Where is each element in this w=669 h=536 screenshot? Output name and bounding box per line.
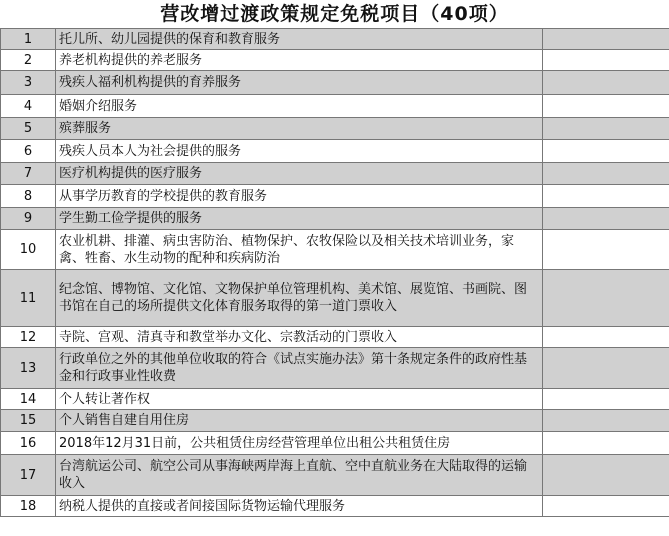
row-number[interactable]: 9 (1, 208, 56, 230)
exemption-item[interactable]: 养老机构提供的养老服务 (56, 50, 543, 71)
row-number[interactable]: 8 (1, 185, 56, 208)
empty-cell[interactable] (543, 410, 669, 432)
exemption-item[interactable]: 从事学历教育的学校提供的教育服务 (56, 185, 543, 208)
table-row (1, 389, 669, 410)
empty-cell[interactable] (543, 230, 669, 270)
row-number[interactable]: 13 (1, 348, 56, 389)
table-row (1, 71, 669, 95)
exemption-item[interactable]: 个人转让著作权 (56, 389, 543, 410)
exemption-item[interactable]: 农业机耕、排灌、病虫害防治、植物保护、农牧保险以及相关技术培训业务，家禽、牲畜、水生动物的配种和疾病防治 (56, 230, 543, 270)
empty-cell[interactable] (543, 95, 669, 118)
table-row (1, 348, 669, 389)
empty-cell[interactable] (543, 270, 669, 327)
table-row (1, 118, 669, 140)
exemption-item[interactable]: 学生勤工俭学提供的服务 (56, 208, 543, 230)
table-row (1, 95, 669, 118)
empty-cell[interactable] (543, 432, 669, 455)
row-number[interactable]: 3 (1, 71, 56, 95)
empty-cell[interactable] (543, 348, 669, 389)
empty-cell[interactable] (543, 496, 669, 517)
row-number[interactable]: 18 (1, 496, 56, 517)
table-row (1, 208, 669, 230)
table-row (1, 230, 669, 270)
table-row (1, 455, 669, 496)
exemption-item[interactable]: 行政单位之外的其他单位收取的符合《试点实施办法》第十条规定条件的政府性基金和行政事业性收费 (56, 348, 543, 389)
row-number[interactable]: 10 (1, 230, 56, 270)
table-row (1, 327, 669, 348)
empty-cell[interactable] (543, 71, 669, 95)
empty-cell[interactable] (543, 185, 669, 208)
table-row (1, 270, 669, 327)
table-row (1, 410, 669, 432)
row-number[interactable]: 12 (1, 327, 56, 348)
empty-cell[interactable] (543, 455, 669, 496)
row-number[interactable]: 4 (1, 95, 56, 118)
empty-cell[interactable] (543, 50, 669, 71)
empty-cell[interactable] (543, 29, 669, 50)
exemption-table (0, 28, 669, 517)
table-row (1, 496, 669, 517)
sheet-title: 营改增过渡政策规定免税项目（40项） (0, 0, 669, 28)
row-number[interactable]: 7 (1, 163, 56, 185)
table-row (1, 140, 669, 163)
row-number[interactable]: 16 (1, 432, 56, 455)
exemption-item[interactable]: 残疾人员本人为社会提供的服务 (56, 140, 543, 163)
row-number[interactable]: 15 (1, 410, 56, 432)
table-row (1, 163, 669, 185)
row-number[interactable]: 2 (1, 50, 56, 71)
row-number[interactable]: 5 (1, 118, 56, 140)
exemption-item[interactable]: 殡葬服务 (56, 118, 543, 140)
table-row (1, 29, 669, 50)
empty-cell[interactable] (543, 327, 669, 348)
row-number[interactable]: 14 (1, 389, 56, 410)
empty-cell[interactable] (543, 208, 669, 230)
exemption-item[interactable]: 台湾航运公司、航空公司从事海峡两岸海上直航、空中直航业务在大陆取得的运输收入 (56, 455, 543, 496)
row-number[interactable]: 6 (1, 140, 56, 163)
empty-cell[interactable] (543, 389, 669, 410)
table-row (1, 50, 669, 71)
exemption-item[interactable]: 个人销售自建自用住房 (56, 410, 543, 432)
empty-cell[interactable] (543, 118, 669, 140)
exemption-item[interactable]: 残疾人福利机构提供的育养服务 (56, 71, 543, 95)
empty-cell[interactable] (543, 140, 669, 163)
exemption-item[interactable]: 2018年12月31日前，公共租赁住房经营管理单位出租公共租赁住房 (56, 432, 543, 455)
exemption-item[interactable]: 寺院、宫观、清真寺和教堂举办文化、宗教活动的门票收入 (56, 327, 543, 348)
exemption-item[interactable]: 医疗机构提供的医疗服务 (56, 163, 543, 185)
exemption-item[interactable]: 纪念馆、博物馆、文化馆、文物保护单位管理机构、美术馆、展览馆、书画院、图书馆在自己的场所提供文化体育服务取得的第一道门票收入 (56, 270, 543, 327)
row-number[interactable]: 1 (1, 29, 56, 50)
table-row (1, 185, 669, 208)
empty-cell[interactable] (543, 163, 669, 185)
row-number[interactable]: 17 (1, 455, 56, 496)
exemption-item[interactable]: 托儿所、幼儿园提供的保育和教育服务 (56, 29, 543, 50)
exemption-item[interactable]: 纳税人提供的直接或者间接国际货物运输代理服务 (56, 496, 543, 517)
exemption-item[interactable]: 婚姻介绍服务 (56, 95, 543, 118)
row-number[interactable]: 11 (1, 270, 56, 327)
table-row (1, 432, 669, 455)
